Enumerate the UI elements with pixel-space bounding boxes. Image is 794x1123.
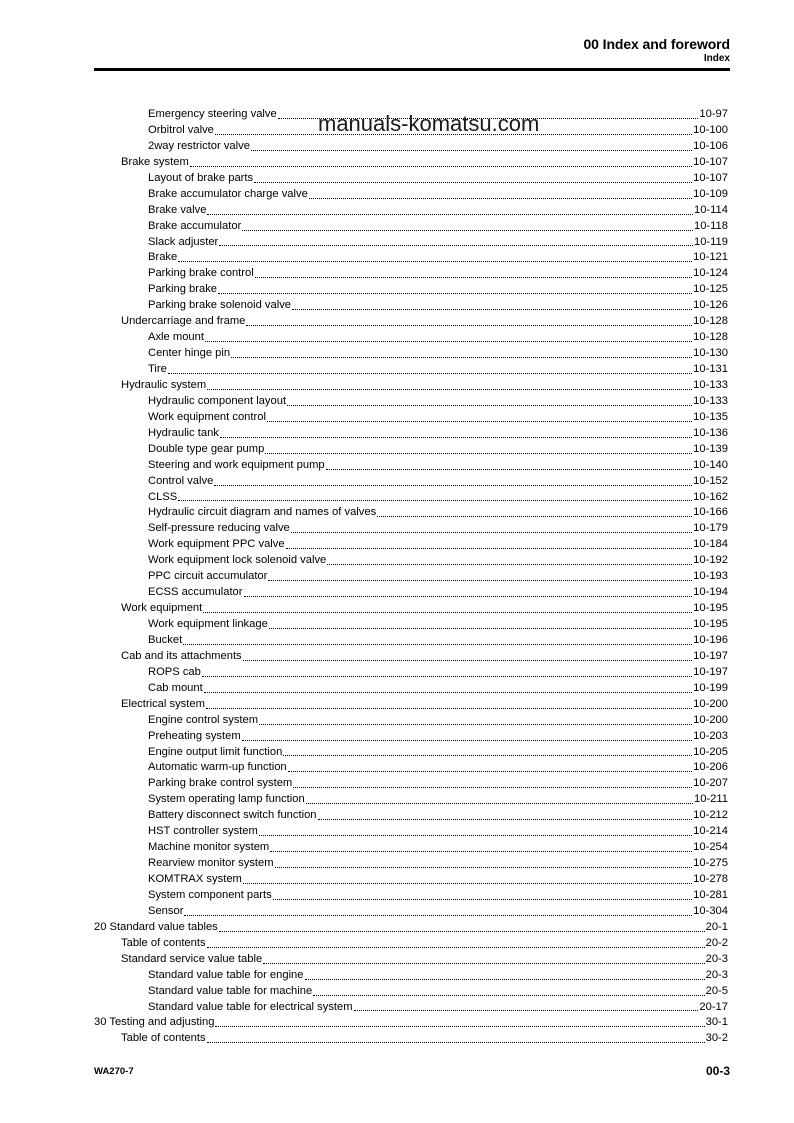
toc-entry[interactable] xyxy=(94,665,728,681)
toc-entry-page: 10-203 xyxy=(693,729,728,742)
toc-entry-label: Parking brake control system xyxy=(148,777,293,790)
dot-leader xyxy=(244,596,693,597)
toc-entry[interactable] xyxy=(94,410,728,426)
toc-entry-label: Work equipment lock solenoid valve xyxy=(148,554,327,567)
toc-entry-label: Automatic warm-up function xyxy=(148,761,287,774)
toc-entry-page: 10-195 xyxy=(693,618,728,630)
toc-entry-page: 10-140 xyxy=(693,458,728,471)
toc-entry[interactable] xyxy=(94,745,728,761)
toc-entry-page: 10-109 xyxy=(693,187,728,200)
toc-entry-page: 20-17 xyxy=(699,1000,728,1013)
toc-entry[interactable] xyxy=(94,155,728,171)
toc-entry[interactable] xyxy=(94,314,728,330)
toc-entry[interactable] xyxy=(94,203,728,219)
toc-entry[interactable] xyxy=(94,378,728,394)
dot-leader xyxy=(354,1010,699,1011)
toc-entry-page: 10-211 xyxy=(693,793,728,806)
dot-leader xyxy=(267,421,692,422)
toc-entry-label: Cab and its attachments xyxy=(121,649,242,662)
toc-entry[interactable] xyxy=(94,490,728,506)
dot-leader xyxy=(270,851,692,852)
dot-leader xyxy=(263,963,704,964)
toc-entry-label: Brake valve xyxy=(148,203,207,216)
toc-entry-label: Parking brake xyxy=(148,283,218,296)
dot-leader xyxy=(255,277,692,278)
toc-entry-label: Cab mount xyxy=(148,681,203,694)
toc-entry[interactable] xyxy=(94,266,728,282)
toc-entry-page: 10-197 xyxy=(693,665,728,678)
toc-entry-page: 10-135 xyxy=(693,410,728,423)
toc-entry-page: 10-304 xyxy=(693,904,728,917)
toc-entry-page: 10-206 xyxy=(693,761,728,774)
toc-entry-page: 10-197 xyxy=(693,649,728,662)
toc-entry[interactable] xyxy=(94,617,728,633)
toc-entry-page: 10-136 xyxy=(693,426,728,439)
dot-leader xyxy=(178,261,692,262)
toc-entry-page: 10-278 xyxy=(693,873,728,885)
toc-entry-page: 20-1 xyxy=(705,920,728,933)
toc-entry-label: Brake system xyxy=(121,155,189,168)
toc-entry-label: Brake accumulator charge valve xyxy=(148,187,308,200)
dot-leader xyxy=(218,293,692,294)
toc-entry-page: 10-212 xyxy=(693,809,728,822)
dot-leader xyxy=(206,708,692,709)
toc-entry-label: CLSS xyxy=(148,490,178,503)
toc-entry[interactable] xyxy=(94,952,728,968)
toc-entry[interactable] xyxy=(94,936,728,952)
toc-entry[interactable] xyxy=(94,808,728,824)
toc-entry-label: Parking brake control xyxy=(148,267,254,280)
toc-entry-label: Work equipment linkage xyxy=(148,618,268,630)
dot-leader xyxy=(231,357,692,358)
toc-entry-page: 10-205 xyxy=(693,745,728,758)
toc-entry[interactable] xyxy=(94,458,728,474)
toc-entry-label: Standard service value table xyxy=(121,952,263,965)
toc-entry[interactable] xyxy=(94,442,728,458)
toc-entry[interactable] xyxy=(94,760,728,776)
toc-entry-page: 10-254 xyxy=(693,841,728,854)
toc-entry-label: Steering and work equipment pump xyxy=(148,458,325,471)
dot-leader xyxy=(242,740,693,741)
toc-entry-page: 10-281 xyxy=(693,888,728,901)
toc-entry[interactable] xyxy=(94,474,728,490)
watermark: manuals-komatsu.com xyxy=(318,111,540,136)
toc-entry-page: 10-133 xyxy=(693,394,728,407)
toc-entry[interactable] xyxy=(94,888,728,904)
toc-entry-page: 10-100 xyxy=(693,123,728,136)
toc-entry-label: Self-pressure reducing valve xyxy=(148,522,290,535)
toc-entry-label: ROPS cab xyxy=(148,665,201,678)
toc-entry-page: 10-194 xyxy=(693,586,728,599)
dot-leader xyxy=(219,931,705,932)
toc-entry[interactable] xyxy=(94,824,728,840)
dot-leader xyxy=(288,771,692,772)
toc-entry-label: Work equipment xyxy=(121,602,203,615)
toc-entry-page: 10-200 xyxy=(693,697,728,710)
header-divider xyxy=(94,68,730,71)
dot-leader xyxy=(207,947,705,948)
toc-entry[interactable] xyxy=(94,537,728,553)
dot-leader xyxy=(265,453,692,454)
toc-entry[interactable] xyxy=(94,235,728,251)
toc-entry-page: 10-114 xyxy=(693,203,728,216)
toc-entry[interactable] xyxy=(94,553,728,569)
footer-page-number: 00-3 xyxy=(705,1064,730,1078)
toc-entry-label: Engine control system xyxy=(148,713,259,726)
toc-entry-label: Parking brake solenoid valve xyxy=(148,299,292,312)
toc-entry[interactable] xyxy=(94,697,728,713)
toc-entry[interactable] xyxy=(94,920,728,936)
toc-entry[interactable] xyxy=(94,187,728,203)
toc-entry-label: System component parts xyxy=(148,888,272,901)
toc-entry-label: 30 Testing and adjusting xyxy=(94,1016,215,1029)
toc-entry-page: 10-124 xyxy=(693,267,728,280)
toc-entry[interactable] xyxy=(94,681,728,697)
toc-entry-label: Brake xyxy=(148,251,178,264)
toc-entry[interactable] xyxy=(94,968,728,984)
toc-entry-page: 10-121 xyxy=(693,251,728,264)
dot-leader xyxy=(207,214,693,215)
dot-leader xyxy=(219,245,693,246)
dot-leader xyxy=(286,548,693,549)
toc-entry[interactable] xyxy=(94,346,728,362)
dot-leader xyxy=(204,692,692,693)
toc-entry-label: Preheating system xyxy=(148,729,241,742)
toc-entry[interactable] xyxy=(94,250,728,266)
toc-entry-label: Electrical system xyxy=(121,697,205,710)
dot-leader xyxy=(268,580,692,581)
toc-entry[interactable] xyxy=(94,729,728,745)
toc-entry-page: 10-130 xyxy=(693,347,728,360)
dot-leader xyxy=(377,516,692,517)
dot-leader xyxy=(259,724,692,725)
toc-entry[interactable] xyxy=(94,282,728,298)
toc-entry-label: Work equipment control xyxy=(148,410,266,423)
dot-leader xyxy=(259,835,692,836)
toc-entry-label: Hydraulic component layout xyxy=(148,394,287,407)
toc-entry-page: 10-133 xyxy=(693,378,728,391)
toc-entry-page: 10-119 xyxy=(693,235,728,248)
toc-entry-label: Sensor xyxy=(148,904,184,917)
toc-entry-label: Rearview monitor system xyxy=(148,857,274,870)
toc-entry[interactable] xyxy=(94,394,728,410)
dot-leader xyxy=(292,309,692,310)
dot-leader xyxy=(287,405,692,406)
toc-entry-label: Standard value table for engine xyxy=(148,968,304,981)
toc-entry-label: Brake accumulator xyxy=(148,219,242,232)
toc-entry[interactable] xyxy=(94,776,728,792)
dot-leader xyxy=(184,915,692,916)
dot-leader xyxy=(183,644,692,645)
dot-leader xyxy=(246,325,692,326)
toc-entry-page: 10-200 xyxy=(693,713,728,726)
toc-entry-label: Table of contents xyxy=(121,1032,206,1045)
toc-entry-label: Bucket xyxy=(148,633,183,646)
toc-entry-label: Battery disconnect switch function xyxy=(148,809,317,822)
toc-entry-page: 10-179 xyxy=(693,522,728,535)
table-of-contents xyxy=(94,107,728,1047)
toc-entry-page: 20-3 xyxy=(705,952,728,965)
dot-leader xyxy=(178,500,692,501)
dot-leader xyxy=(243,883,692,884)
toc-entry-page: 10-195 xyxy=(693,602,728,615)
section-title: 00 Index and foreword xyxy=(583,36,730,52)
page-header xyxy=(94,36,730,65)
toc-entry-label: Tire xyxy=(148,363,167,375)
dot-leader xyxy=(203,612,692,613)
toc-entry-page: 10-128 xyxy=(693,315,728,328)
toc-entry-page: 10-192 xyxy=(693,554,728,567)
toc-entry-page: 10-97 xyxy=(699,108,728,120)
toc-entry-label: Standard value table for electrical system xyxy=(148,1000,353,1013)
toc-entry[interactable] xyxy=(94,426,728,442)
toc-entry[interactable] xyxy=(94,171,728,187)
toc-entry-label: 20 Standard value tables xyxy=(94,920,218,933)
toc-entry-page: 10-152 xyxy=(693,474,728,487)
toc-entry-page: 10-207 xyxy=(693,777,728,790)
toc-entry[interactable] xyxy=(94,713,728,729)
toc-entry[interactable] xyxy=(94,1000,728,1016)
dot-leader xyxy=(293,787,692,788)
dot-leader xyxy=(309,198,692,199)
toc-entry[interactable] xyxy=(94,984,728,1000)
dot-leader xyxy=(242,230,693,231)
toc-entry-label: KOMTRAX system xyxy=(148,873,242,885)
dot-leader xyxy=(254,182,692,183)
toc-entry-label: System operating lamp function xyxy=(148,793,305,806)
dot-leader xyxy=(207,389,692,390)
dot-leader xyxy=(220,437,692,438)
toc-entry[interactable] xyxy=(94,330,728,346)
toc-entry[interactable] xyxy=(94,298,728,314)
dot-leader xyxy=(326,469,693,470)
toc-entry-label: PPC circuit accumulator xyxy=(148,570,268,583)
dot-leader xyxy=(305,979,705,980)
dot-leader xyxy=(205,341,692,342)
toc-entry-label: Orbitrol valve xyxy=(148,123,214,136)
toc-entry-label: Machine monitor system xyxy=(148,841,270,854)
toc-entry-label: Standard value table for machine xyxy=(148,984,313,997)
toc-entry-label: Layout of brake parts xyxy=(148,171,254,184)
toc-entry-page: 10-166 xyxy=(693,506,728,519)
toc-entry[interactable] xyxy=(94,792,728,808)
toc-entry-label: Table of contents xyxy=(121,936,206,949)
toc-entry-page: 30-1 xyxy=(705,1016,728,1029)
toc-entry-page: 10-106 xyxy=(693,139,728,152)
toc-entry[interactable] xyxy=(94,362,728,378)
toc-entry-page: 10-139 xyxy=(693,442,728,455)
dot-leader xyxy=(214,485,692,486)
dot-leader xyxy=(275,867,693,868)
toc-entry[interactable] xyxy=(94,649,728,665)
toc-entry-page: 10-126 xyxy=(693,299,728,312)
toc-entry-label: Work equipment PPC valve xyxy=(148,538,285,551)
toc-entry-label: Emergency steering valve xyxy=(148,108,277,120)
toc-entry-page: 10-107 xyxy=(693,171,728,184)
toc-entry-label: Hydraulic circuit diagram and names of valves xyxy=(148,506,377,519)
toc-entry-page: 10-199 xyxy=(693,681,728,694)
toc-entry[interactable] xyxy=(94,856,728,872)
toc-entry-page: 10-162 xyxy=(693,490,728,503)
toc-entry-page: 10-131 xyxy=(693,363,728,375)
toc-entry[interactable] xyxy=(94,1015,728,1031)
dot-leader xyxy=(318,819,693,820)
dot-leader xyxy=(273,899,692,900)
toc-entry-label: ECSS accumulator xyxy=(148,586,243,599)
toc-entry-label: Engine output limit function xyxy=(148,745,283,758)
dot-leader xyxy=(327,564,692,565)
dot-leader xyxy=(168,373,692,374)
dot-leader xyxy=(306,803,693,804)
toc-entry-page: 30-2 xyxy=(705,1032,728,1045)
footer-model: WA270-7 xyxy=(94,1066,134,1077)
toc-entry-page: 10-125 xyxy=(693,283,728,296)
toc-entry-page: 20-3 xyxy=(705,968,728,981)
toc-entry-label: Axle mount xyxy=(148,331,204,344)
toc-entry[interactable] xyxy=(94,139,728,155)
toc-entry[interactable] xyxy=(94,505,728,521)
toc-entry-label: Undercarriage and frame xyxy=(121,315,246,328)
toc-entry-page: 10-184 xyxy=(693,538,728,551)
toc-entry-page: 10-107 xyxy=(693,155,728,168)
toc-entry-label: Hydraulic system xyxy=(121,378,207,391)
toc-entry-page: 10-193 xyxy=(693,570,728,583)
toc-entry[interactable] xyxy=(94,219,728,235)
dot-leader xyxy=(243,660,693,661)
dot-leader xyxy=(269,628,692,629)
dot-leader xyxy=(313,995,704,996)
toc-entry-label: Center hinge pin xyxy=(148,347,231,360)
toc-entry-page: 10-118 xyxy=(693,219,728,232)
dot-leader xyxy=(291,532,692,533)
toc-entry-page: 10-196 xyxy=(693,633,728,646)
toc-entry[interactable] xyxy=(94,569,728,585)
toc-entry-label: 2way restrictor valve xyxy=(148,139,250,152)
toc-entry[interactable] xyxy=(94,585,728,601)
toc-entry-label: HST controller system xyxy=(148,825,258,838)
toc-entry[interactable] xyxy=(94,633,728,649)
toc-entry-label: Double type gear pump xyxy=(148,442,265,455)
toc-entry-page: 10-275 xyxy=(693,857,728,870)
toc-entry-page: 20-5 xyxy=(705,984,728,997)
section-subtitle: Index xyxy=(703,53,730,64)
toc-entry[interactable] xyxy=(94,840,728,856)
dot-leader xyxy=(207,1042,705,1043)
dot-leader xyxy=(215,1026,704,1027)
toc-entry-label: Slack adjuster xyxy=(148,235,219,248)
toc-entry-page: 20-2 xyxy=(705,936,728,949)
dot-leader xyxy=(283,755,692,756)
dot-leader xyxy=(202,676,692,677)
toc-entry[interactable] xyxy=(94,872,728,888)
toc-entry[interactable] xyxy=(94,1031,728,1047)
toc-entry[interactable] xyxy=(94,521,728,537)
toc-entry-label: Control valve xyxy=(148,474,214,487)
toc-entry-label: Hydraulic tank xyxy=(148,426,219,439)
toc-entry-page: 10-128 xyxy=(693,331,728,344)
dot-leader xyxy=(251,150,692,151)
toc-entry[interactable] xyxy=(94,904,728,920)
toc-entry-page: 10-214 xyxy=(693,825,728,838)
dot-leader xyxy=(190,166,692,167)
toc-entry[interactable] xyxy=(94,601,728,617)
